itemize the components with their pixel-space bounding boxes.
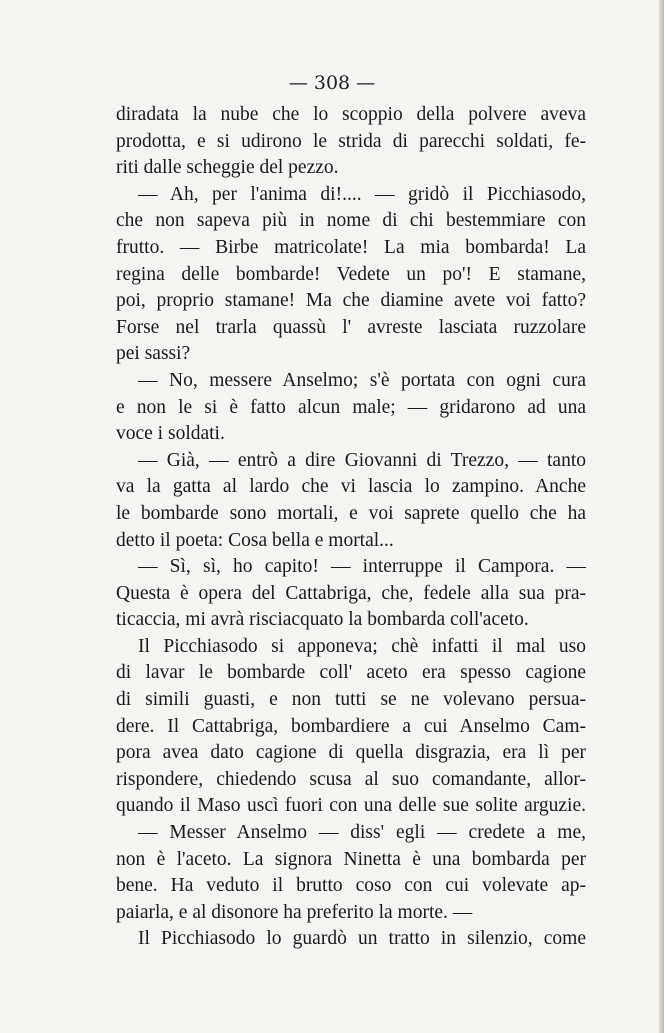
text-line: prodotta, e si udirono le strida di parecchi soldati, fe- (116, 130, 586, 152)
text-line: Il Picchiasodo lo guardò un tratto in silenzio, come (138, 928, 586, 950)
text-line: voce i soldati. (116, 423, 225, 445)
text-line: — Messer Anselmo — diss' egli — credete a me, (138, 822, 586, 844)
text-line: Il Picchiasodo si apponeva; chè infatti il mal uso (138, 635, 586, 657)
text-line: — Già, — entrò a dire Giovanni di Trezzo, — tanto (138, 449, 586, 471)
text-line: rispondere, chiedendo scusa al suo comandante, allor- (116, 768, 586, 790)
page-edge-shadow (659, 0, 664, 1033)
text-line: diradata la nube che lo scoppio della polvere aveva (116, 104, 586, 125)
text-line: regina delle bombarde! Vedete un po'! E stamane, (116, 263, 586, 285)
text-line: pora avea dato cagione di quella disgrazia, era lì per (116, 742, 586, 764)
body-text (116, 102, 586, 953)
text-line: Questa è opera del Cattabriga, che, fedele alla sua pra- (116, 582, 586, 604)
text-line: di lavar le bombarde coll' aceto era spesso cagione (116, 662, 586, 684)
text-line: va la gatta al lardo che vi lascia lo zampino. Anche (116, 476, 586, 498)
text-line: e non le si è fatto alcun male; — gridarono ad una (116, 396, 586, 418)
text-line: — Ah, per l'anima di!.... — gridò il Picchiasodo, (138, 183, 586, 205)
text-line: quando il Maso uscì fuori con una delle sue solite arguzie. (116, 795, 586, 817)
text-line: frutto. — Birbe matricolate! La mia bombarda! La (116, 236, 586, 258)
text-line: poi, proprio stamane! Ma che diamine avete voi fatto? (116, 290, 586, 312)
text-line: che non sapeva più in nome di chi bestemmiare con (116, 210, 586, 232)
text-line: le bombarde sono mortali, e voi saprete quello che ha (116, 502, 586, 524)
text-line: dere. Il Cattabriga, bombardiere a cui Anselmo Cam- (116, 715, 586, 737)
text-line: di simili guasti, e non tutti se ne volevano persua- (116, 689, 586, 711)
text-line: detto il poeta: Cosa bella e mortal... (116, 529, 394, 551)
text-line: pei sassi? (116, 343, 191, 365)
text-line: non è l'aceto. La signora Ninetta è una bombarda per (116, 848, 586, 870)
text-line: Forse nel trarla quassù l' avreste lasciata ruzzolare (116, 316, 586, 338)
text-line: bene. Ha veduto il brutto coso con cui volevate ap- (116, 875, 586, 897)
page-number: — 308 — (288, 72, 376, 94)
text-line: — Sì, sì, ho capito! — interruppe il Campora. — (138, 556, 586, 578)
text-line: ticaccia, mi avrà risciacquato la bombarda coll'aceto. (116, 609, 529, 631)
text-line: riti dalle scheggie del pezzo. (116, 157, 339, 179)
text-line: paiarla, e al disonore ha preferito la morte. — (116, 901, 473, 923)
text-line: — No, messere Anselmo; s'è portata con ogni cura (138, 369, 586, 391)
